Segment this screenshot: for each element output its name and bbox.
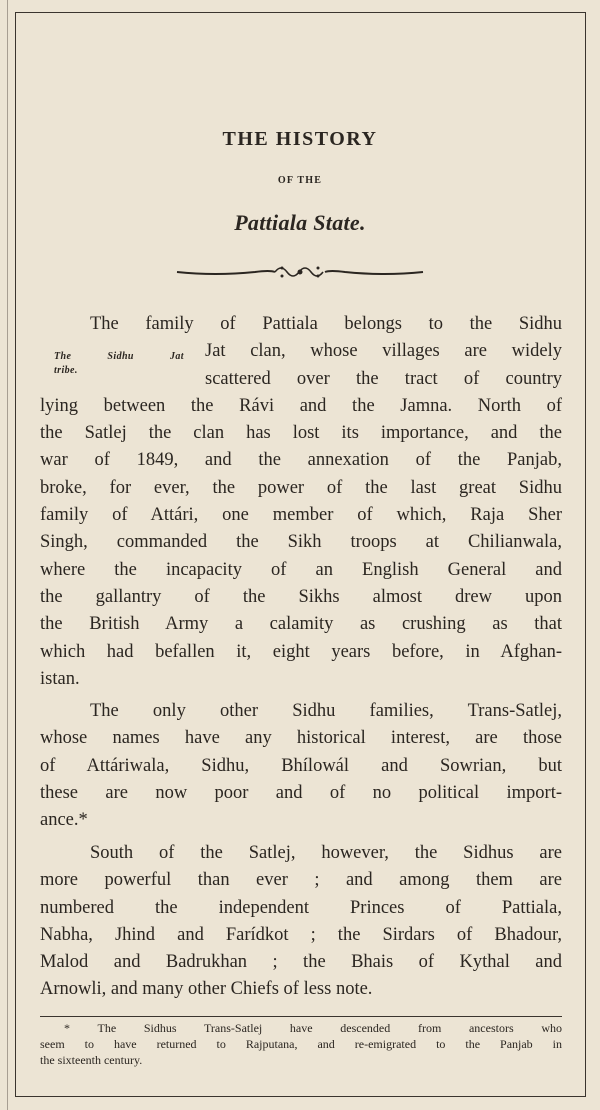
ornament-divider <box>175 262 425 282</box>
text-line: Jat clan, whose villages are widely <box>205 341 562 362</box>
page-title: THE HISTORY <box>222 128 378 150</box>
text-line: lying between the Rávi and the Jamna. North of <box>40 395 562 416</box>
paragraph-3 <box>40 840 562 1004</box>
footnote-line: * The Sidhus Trans-Satlej have descended from ancestors who <box>64 1021 562 1035</box>
paragraph-1 <box>40 311 562 693</box>
page-edge-rule <box>7 0 8 1110</box>
text-line: war of 1849, and the annexation of the Panjab, <box>40 450 562 471</box>
footnote-line: seem to have returned to Rajputana, and re-emigrated to the Panjab in <box>40 1037 562 1051</box>
text-line: The family of Pattiala belongs to the Sidhu <box>90 314 562 334</box>
footnote-line: the sixteenth century. <box>40 1053 143 1067</box>
text-line: Singh, commanded the Sikh troops at Chilianwala, <box>40 532 562 553</box>
text-line: Malod and Badrukhan ; the Bhais of Kythal and <box>40 952 562 973</box>
text-line: of Attáriwala, Sidhu, Bhílowál and Sowrian, but <box>40 755 562 776</box>
footnote-divider <box>40 1016 562 1017</box>
margin-note-line: The Sidhu Jat <box>54 351 184 362</box>
text-line: these are now poor and of no political import- <box>40 782 562 803</box>
text-line: family of Attári, one member of which, Raja Sher <box>40 505 562 526</box>
paragraph-2 <box>40 698 562 834</box>
footnote <box>40 1020 562 1068</box>
text-line: which had befallen it, eight years before, in Afghan- <box>40 641 562 662</box>
page-subtitle: OF THE <box>277 175 323 186</box>
text-line: Arnowli, and many other Chiefs of less note. <box>40 979 373 1000</box>
text-line: the gallantry of the Sikhs almost drew upon <box>40 586 562 607</box>
text-line: the Satlej the clan has lost its importance, and the <box>40 423 562 444</box>
margin-note-line: tribe. <box>54 365 78 376</box>
text-line: broke, for ever, the power of the last great Sidhu <box>40 477 562 498</box>
text-line: whose names have any historical interest, are those <box>40 728 562 749</box>
text-line: Nabha, Jhind and Farídkot ; the Sirdars of Bhadour, <box>40 924 562 945</box>
text-line: more powerful than ever ; and among them are <box>40 870 562 891</box>
text-line: istan. <box>40 668 80 689</box>
text-line: where the incapacity of an English General and <box>40 559 562 580</box>
text-line: The only other Sidhu families, Trans-Satlej, <box>90 701 562 721</box>
text-line: the British Army a calamity as crushing as that <box>40 614 562 635</box>
text-line: numbered the independent Princes of Pattiala, <box>40 897 562 918</box>
text-line: ance.* <box>40 810 88 831</box>
state-title: Pattiala State. <box>234 210 366 235</box>
text-line: scattered over the tract of country <box>205 368 562 389</box>
text-line: South of the Satlej, however, the Sidhus are <box>90 843 562 863</box>
